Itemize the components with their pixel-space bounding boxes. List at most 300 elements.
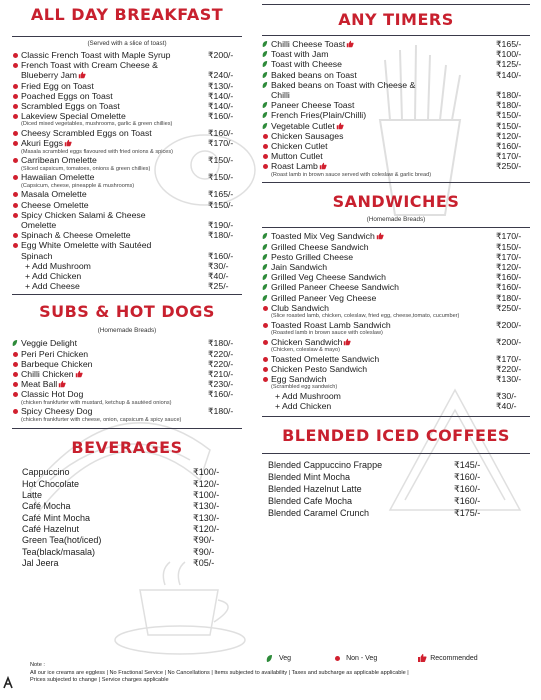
item-price: ₹160/- (208, 389, 234, 400)
brand-mark-icon (2, 676, 14, 690)
nonveg-dot-icon (335, 656, 340, 661)
addon-item (262, 401, 530, 411)
thumbs-up-icon (78, 71, 86, 79)
item-name (271, 151, 496, 161)
item-description: (Capsicum, cheese, pineapple & mushrooms) (21, 182, 135, 189)
item-name (271, 70, 496, 80)
item-name-text: Toasted Roast Lamb Sandwich (271, 319, 391, 330)
item-description: (Slice roasted lamb, chicken, coleslaw, fried egg, cheese,tomato, cucumber) (271, 313, 460, 320)
item-price: ₹180/- (496, 100, 522, 111)
nonveg-dot-icon (13, 203, 18, 208)
item-price: ₹130/- (208, 80, 234, 91)
item-price: ₹140/- (208, 90, 234, 101)
beverage-item (12, 467, 227, 478)
section-subtitle-breakfast: (Served with a slice of toast) (87, 40, 167, 47)
item-name (271, 272, 496, 282)
menu-item (262, 121, 530, 131)
section-title-beverages: BEVERAGES (71, 438, 183, 458)
thumbs-up-icon (343, 338, 351, 346)
item-name (21, 128, 208, 138)
item-name-text: Cheesy Scrambled Eggs on Toast (21, 128, 152, 139)
item-name-text: Tea(black/masala) (22, 546, 96, 557)
nonveg-dot-icon (13, 94, 18, 99)
legend-veg: Veg (266, 654, 291, 663)
item-name-text: Vegetable Cutlet (271, 120, 335, 131)
nonveg-dot-icon (263, 134, 268, 139)
item-description: (Chicken, coleslaw & mayo) (271, 347, 341, 354)
item-price: ₹140/- (496, 69, 522, 80)
item-name (21, 359, 208, 369)
item-name-text: Blended Cappuccino Frappe (268, 459, 383, 470)
item-name (271, 141, 496, 151)
menu-item (262, 320, 530, 337)
item-price: ₹130/- (193, 512, 220, 523)
section-title-subs: SUBS & HOT DOGS (39, 302, 215, 322)
item-name (21, 379, 208, 389)
legend-recommended: Recommended (417, 653, 477, 663)
nonveg-dot-icon (13, 372, 18, 377)
item-price: ₹90/- (193, 535, 215, 546)
item-name-text: Baked beans on Toast (271, 69, 357, 80)
item-name (271, 131, 496, 141)
item-name (21, 91, 208, 101)
menu-item (262, 70, 530, 80)
item-price: ₹125/- (496, 59, 522, 70)
leaf-icon (262, 122, 268, 130)
item-name (268, 483, 454, 495)
item-price: ₹120/- (193, 478, 220, 489)
menu-item (12, 50, 242, 60)
item-price: ₹240/- (208, 70, 234, 81)
item-name (271, 110, 496, 120)
item-name-text: + Add Chicken (25, 271, 82, 282)
item-name-text: French Toast with Cream Cheese & (21, 60, 158, 71)
breakfast-list (12, 50, 242, 261)
item-name (22, 524, 193, 535)
item-price: ₹210/- (208, 369, 234, 380)
menu-item (262, 293, 530, 303)
beverage-item (12, 558, 227, 569)
item-name (271, 337, 496, 354)
item-name-text: Club Sandwich (271, 302, 329, 313)
item-name-text: Poached Eggs on Toast (21, 90, 113, 101)
nonveg-dot-icon (13, 104, 18, 109)
beverage-item (12, 547, 227, 558)
leaf-icon (262, 283, 268, 291)
item-name (271, 364, 496, 374)
item-description: (Diced mixed vegetables, mushrooms, garlic & green chillies) (21, 121, 173, 128)
item-price: ₹180/- (496, 292, 522, 303)
item-price: ₹150/- (208, 155, 234, 166)
item-name (21, 189, 208, 199)
leaf-icon (262, 71, 268, 79)
item-name-text: Classic French Toast with Maple Syrup (21, 50, 171, 60)
item-name (21, 101, 208, 111)
menu-item (262, 110, 530, 120)
nonveg-dot-icon (13, 213, 18, 218)
item-name-text: + Add Mushroom (275, 391, 341, 402)
item-name (271, 49, 496, 59)
item-name-text: Akuri Eggs (21, 138, 64, 149)
addon-item (262, 391, 530, 401)
item-price: ₹200/- (496, 336, 522, 347)
menu-item (262, 374, 530, 391)
item-name-text: Chilli Cheese Toast (271, 39, 346, 49)
item-name-text: Carribean Omelette (21, 155, 97, 166)
item-name-text: Baked beans on Toast with Cheese & (271, 79, 416, 90)
item-name (25, 271, 208, 281)
item-price: ₹160/- (454, 471, 481, 482)
nonveg-dot-icon (263, 340, 268, 345)
leaf-icon (262, 81, 268, 89)
nonveg-dot-icon (13, 53, 18, 58)
item-name-text: Egg Sandwich (271, 374, 327, 385)
item-name-text: Toast with Cheese (271, 59, 342, 70)
item-name (271, 252, 496, 262)
menu-item (12, 379, 242, 389)
nonveg-dot-icon (263, 357, 268, 362)
thumbs-up-icon (319, 162, 327, 170)
menu-item (262, 141, 530, 151)
item-name-text: Cappuccino (22, 467, 70, 478)
item-name-text: Masala Omelette (21, 189, 87, 200)
item-description: (chicken frankfurter with cheese, onion, capsicum & spicy sauce) (21, 416, 182, 423)
item-price: ₹170/- (208, 138, 234, 149)
item-name (271, 161, 496, 178)
item-name (22, 558, 193, 569)
item-price: ₹220/- (208, 358, 234, 369)
menu-item (12, 210, 242, 230)
menu-item (262, 39, 530, 49)
item-price: ₹170/- (496, 231, 522, 242)
leaf-icon (262, 294, 268, 302)
item-name-text: Green Tea(hot/iced) (22, 535, 102, 546)
sandwiches-addons (262, 391, 530, 411)
item-description: (Roast lamb in brown sauce served with coleslaw & garlic bread) (271, 171, 432, 178)
item-name (21, 138, 208, 155)
item-price: ₹160/- (454, 483, 481, 494)
nonveg-dot-icon (13, 131, 18, 136)
item-name (22, 479, 193, 490)
beverages-list (12, 467, 242, 569)
item-name-text: Grilled Paneer Veg Cheese (271, 292, 377, 303)
leaf-icon (262, 232, 268, 240)
menu-item (262, 49, 530, 59)
beverage-item (12, 524, 227, 535)
section-title-breakfast: ALL DAY BREAKFAST (30, 5, 224, 24)
thumbs-up-icon (336, 122, 344, 130)
item-name (271, 80, 496, 100)
item-name (21, 349, 208, 359)
item-name (21, 338, 208, 348)
item-name-text: Spicy Chicken Salami & Cheese (21, 209, 146, 220)
nonveg-dot-icon (13, 141, 18, 146)
item-name-text: Classic Hot Dog (21, 389, 84, 400)
menu-item (12, 189, 242, 199)
item-price: ₹165/- (496, 39, 522, 49)
item-description: (Scrambled egg sandwich) (271, 384, 338, 391)
item-name-text: Chicken Pesto Sandwich (271, 364, 368, 375)
item-name (21, 200, 208, 210)
beverage-item (12, 479, 227, 490)
item-name-text: Pesto Grilled Cheese (271, 251, 354, 262)
coffee-cup-illustration (110, 557, 250, 660)
right-column (262, 0, 530, 519)
item-name-text: Chicken Sandwich (271, 336, 343, 347)
item-name-text: Toast with Jam (271, 49, 329, 60)
item-name (268, 507, 454, 519)
item-price: ₹190/- (208, 220, 234, 231)
nonveg-dot-icon (13, 233, 18, 238)
item-price: ₹200/- (208, 50, 234, 60)
item-name-continued: Blueberry Jam (21, 70, 78, 81)
item-price: ₹40/- (208, 271, 229, 282)
nonveg-dot-icon (263, 306, 268, 311)
item-name (271, 354, 496, 364)
menu-item (12, 111, 242, 128)
item-price: ₹150/- (496, 110, 522, 121)
nonveg-dot-icon (263, 164, 268, 169)
item-price: ₹220/- (496, 364, 522, 375)
leaf-icon (262, 40, 268, 48)
leaf-icon (262, 111, 268, 119)
menu-item (12, 138, 242, 155)
item-name-continued: Spinach (21, 250, 53, 261)
section-title-iced: BLENDED ICED COFFEES (282, 425, 510, 445)
item-name-text: Cheese Omelette (21, 199, 89, 210)
item-name-text: Jain Sandwich (271, 262, 328, 273)
item-name (275, 391, 496, 401)
item-name (22, 547, 193, 558)
menu-item (12, 128, 242, 138)
menu-item (262, 100, 530, 110)
item-name-text: Blended Cafe Mocha (268, 495, 353, 506)
section-subtitle-subs: (Homemade Breads) (97, 327, 157, 335)
iced-coffee-item (262, 483, 488, 495)
item-price: ₹200/- (496, 319, 522, 330)
item-name-text: Toasted Mix Veg Sandwich (271, 231, 375, 242)
item-price: ₹160/- (496, 272, 522, 283)
menu-item (12, 230, 242, 240)
item-name (271, 121, 496, 131)
nonveg-dot-icon (13, 382, 18, 387)
item-name (271, 282, 496, 292)
item-name-text: Café Hazelnut (22, 523, 80, 534)
nonveg-dot-icon (13, 192, 18, 197)
beverage-item (12, 513, 227, 524)
leaf-icon (12, 339, 18, 347)
item-name (22, 501, 193, 512)
nonveg-dot-icon (13, 84, 18, 89)
item-price: ₹120/- (496, 130, 522, 141)
item-name (25, 261, 208, 271)
section-title-anytimers: ANY TIMERS (338, 10, 454, 29)
leaf-icon (262, 243, 268, 251)
item-name (271, 59, 496, 69)
thumbs-up-icon (64, 139, 72, 147)
menu-item (262, 252, 530, 262)
item-name (22, 513, 193, 524)
nonveg-dot-icon (13, 243, 18, 248)
item-price: ₹160/- (208, 250, 234, 261)
item-description: (Roasted lamb in brown sauce with coleslaw) (271, 330, 383, 337)
addon-item (12, 281, 242, 291)
note-heading: Note : (30, 662, 45, 668)
item-price: ₹150/- (208, 172, 234, 183)
breakfast-addons (12, 261, 242, 292)
item-name-text: Café Mint Mocha (22, 512, 91, 523)
item-name-text: French Fries(Plain/Chilli) (271, 110, 367, 121)
item-price: ₹170/- (496, 151, 522, 162)
nonveg-dot-icon (13, 352, 18, 357)
item-price: ₹160/- (208, 128, 234, 139)
item-name (21, 155, 208, 172)
item-name-continued: Chilli (271, 90, 290, 101)
nonveg-dot-icon (13, 175, 18, 180)
item-name (268, 495, 454, 507)
item-name-text: Roast Lamb (271, 161, 318, 172)
nonveg-dot-icon (13, 63, 18, 68)
item-price: ₹180/- (208, 338, 234, 349)
nonveg-dot-icon (263, 323, 268, 328)
menu-item (262, 131, 530, 141)
addon-item (12, 261, 242, 271)
menu-item (262, 80, 530, 100)
item-price: ₹100/- (496, 49, 522, 60)
item-name (21, 389, 208, 406)
item-name-text: Barbeque Chicken (21, 358, 93, 369)
menu-item (12, 101, 242, 111)
menu-item (262, 354, 530, 364)
menu-item (262, 364, 530, 374)
nonveg-dot-icon (13, 409, 18, 414)
item-name-text: Scrambled Eggs on Toast (21, 101, 120, 112)
left-column (12, 0, 242, 569)
menu-item (12, 240, 242, 260)
item-price: ₹160/- (496, 141, 522, 152)
item-price: ₹05/- (193, 557, 215, 568)
item-price: ₹145/- (454, 459, 481, 470)
menu-item (262, 303, 530, 320)
item-name-text: Chilli Chicken (21, 369, 74, 380)
menu-item (262, 282, 530, 292)
menu-item (12, 338, 242, 348)
item-price: ₹100/- (193, 490, 220, 501)
item-name (21, 172, 208, 189)
item-price: ₹25/- (208, 281, 229, 292)
nonveg-dot-icon (263, 377, 268, 382)
menu-item (12, 155, 242, 172)
item-name-text: + Add Cheese (25, 281, 80, 292)
menu-item (12, 91, 242, 101)
item-name-text: Veggie Delight (21, 338, 78, 349)
item-name-text: Blended Mint Mocha (268, 471, 351, 482)
item-name (21, 406, 208, 423)
beverage-item (12, 490, 227, 501)
item-price: ₹180/- (208, 406, 234, 417)
menu-item (12, 369, 242, 379)
menu-item (12, 349, 242, 359)
leaf-icon (262, 101, 268, 109)
item-name (271, 320, 496, 337)
menu-item (12, 359, 242, 369)
nonveg-dot-icon (13, 158, 18, 163)
item-name (275, 401, 496, 411)
item-name-text: + Add Mushroom (25, 260, 91, 271)
item-price: ₹160/- (496, 282, 522, 293)
item-name-text: Grilled Veg Cheese Sandwich (271, 272, 386, 283)
sandwiches-list (262, 231, 530, 391)
item-name-text: Café Mocha (22, 501, 71, 512)
item-name-text: Paneer Cheese Toast (271, 100, 355, 111)
item-price: ₹130/- (193, 501, 220, 512)
item-name (271, 242, 496, 252)
item-price: ₹140/- (208, 101, 234, 112)
item-price: ₹150/- (496, 241, 522, 252)
item-name (21, 111, 208, 128)
leaf-icon (262, 273, 268, 281)
item-name (21, 230, 208, 240)
nonveg-dot-icon (263, 154, 268, 159)
nonveg-dot-icon (263, 367, 268, 372)
footer-note (30, 662, 540, 685)
beverage-item (12, 501, 227, 512)
menu-item (12, 200, 242, 210)
item-name (21, 50, 208, 60)
item-name-text: Jal Jeera (22, 557, 59, 568)
item-name-text: Lakeview Special Omelette (21, 111, 126, 122)
menu-item (12, 172, 242, 189)
menu-item (262, 272, 530, 282)
iced-coffee-item (262, 459, 488, 471)
nonveg-dot-icon (263, 144, 268, 149)
item-name (21, 60, 208, 80)
item-price: ₹40/- (496, 401, 517, 412)
item-name (21, 369, 208, 379)
thumbs-up-icon (75, 370, 83, 378)
item-name-text: + Add Chicken (275, 401, 332, 412)
item-name-text: Peri Peri Chicken (21, 348, 89, 359)
iced-coffee-item (262, 471, 488, 483)
item-name-text: Fried Egg on Toast (21, 80, 94, 91)
item-price: ₹160/- (208, 111, 234, 122)
item-name-text: Blended Hazelnut Latte (268, 483, 362, 494)
item-name (268, 471, 454, 483)
item-name (271, 262, 496, 272)
item-price: ₹150/- (208, 199, 234, 210)
thumbs-up-icon (58, 380, 66, 388)
item-price: ₹90/- (193, 546, 215, 557)
menu-item (12, 60, 242, 80)
item-name (268, 459, 454, 471)
item-name-text: Meat Ball (21, 379, 58, 390)
menu-item (262, 262, 530, 272)
item-name (22, 490, 193, 501)
note-line-1: All our ice creams are eggless | No Fractional Service | No Cancellations | Items subjected to availability | Taxes and subcharge as applicable applicable | (30, 669, 409, 676)
iced-coffee-item (262, 495, 488, 507)
menu-item (12, 389, 242, 406)
item-name (22, 467, 193, 478)
menu-item (262, 231, 530, 241)
menu-item (262, 242, 530, 252)
item-price: ₹180/- (208, 230, 234, 241)
item-price: ₹220/- (208, 348, 234, 359)
thumbs-up-icon (376, 232, 384, 240)
section-title-sandwiches: SANDWICHES (332, 192, 460, 212)
item-price: ₹160/- (454, 495, 481, 506)
item-name (271, 231, 496, 241)
item-name (21, 210, 208, 230)
